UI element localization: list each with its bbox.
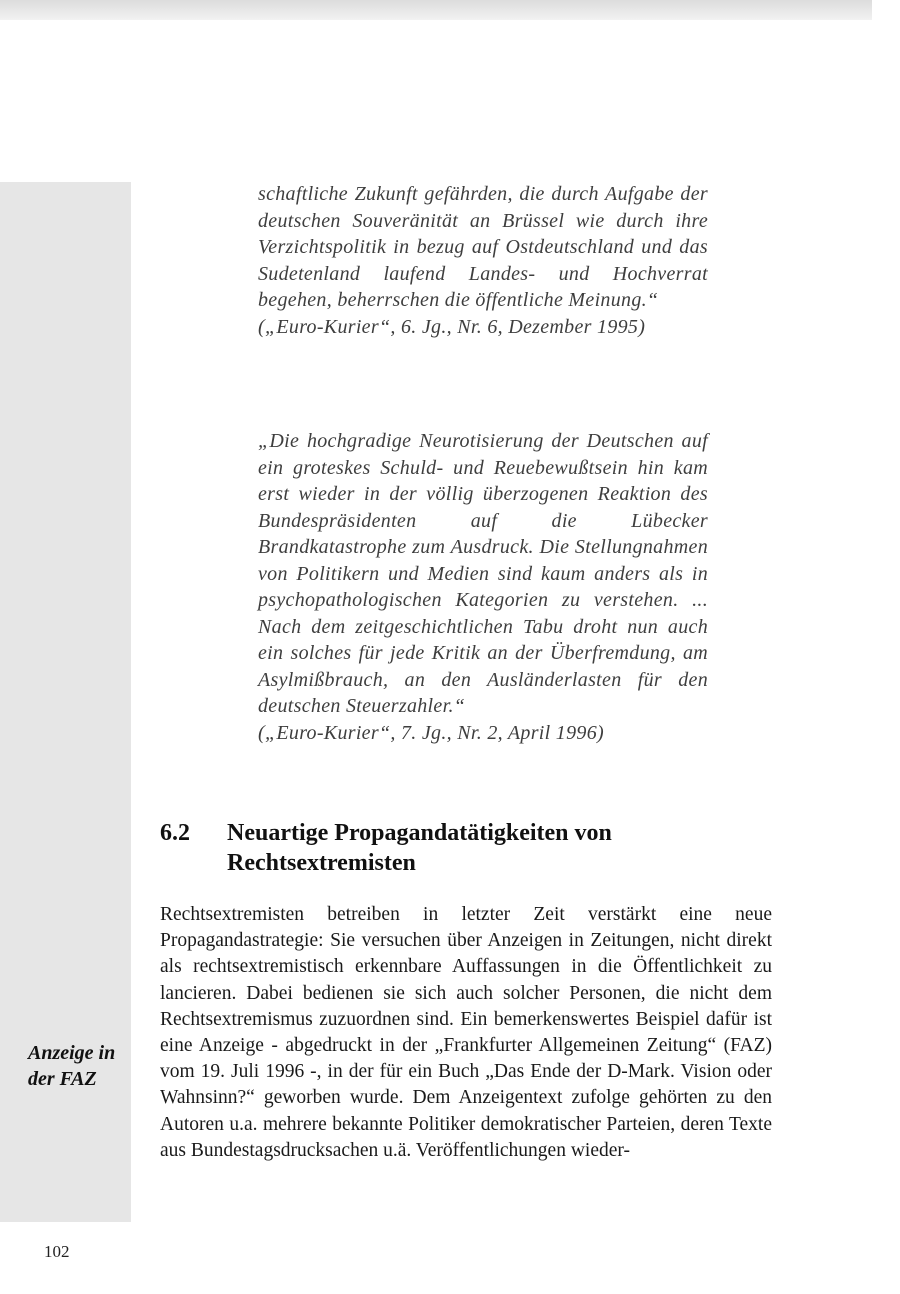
quote-text: schaftliche Zukunft gefährden, die durch Aufgabe der deutschen Souveränität an Brüssel wie durch ihre Verzichtspolitik in bezug auf Ostdeutschland und das Sudetenland laufend Landes- und Hochverrat begehen, beherrschen die öffentliche Meinung.“ bbox=[258, 183, 708, 311]
scan-top-edge bbox=[0, 0, 872, 20]
margin-note: Anzeige in der FAZ bbox=[28, 1042, 116, 1090]
page-number: 102 bbox=[44, 1242, 70, 1261]
section-number: 6.2 bbox=[160, 820, 190, 846]
body-paragraph: Rechtsextremisten betreiben in letzter Zeit verstärkt eine neue Propagandastrategie: Sie versuchen über Anzeigen in Zeitungen, nicht direkt als rechtsextremistisch erkennbare Auffassungen in die Öffentlichkeit zu lancieren. Dabei bedienen sie sich auch solcher Personen, die nicht dem Rechtsextremismus zuzuordnen sind. Ein bemerkenswertes Beispiel dafür ist eine Anzeige - abgedruckt in der „Frankfurter Allgemeinen Zeitung“ (FAZ) vom 19. Juli 1996 -, in der für ein Buch „Das Ende der D-Mark. Vision oder Wahnsinn?“ geworben wurde. Dem Anzeigentext zufolge gehörten zu den Autoren u.a. mehrere bekannte Politiker demokratischer Parteien, deren Texte aus Bundestagsdrucksachen u.ä. Veröffentlichungen wieder- bbox=[160, 904, 772, 1161]
quote-block-2 bbox=[258, 428, 708, 746]
quote-source: („Euro-Kurier“, 6. Jg., Nr. 6, Dezember 1995) bbox=[258, 315, 646, 338]
quote-block-1 bbox=[258, 181, 708, 340]
section-heading bbox=[160, 818, 770, 878]
quote-text: „Die hochgradige Neurotisierung der Deutschen auf ein groteskes Schuld- und Reuebewußtsein hin kam erst wieder in der völlig überzogenen Reaktion des Bundespräsidenten auf die Lübecker Brandkatastrophe zum Ausdruck. Die Stellungnahmen von Politikern und Medien sind kaum anders als in psychopathologischen Kategorien zu verstehen. ... Nach dem zeitgeschichtlichen Tabu droht nun auch ein solches für jede Kritik an der Überfremdung, am Asylmißbrauch, an den Ausländerlasten für den deutschen Steuerzahler.“ bbox=[258, 430, 708, 717]
section-title: Neuartige Propagandatätigkeiten von Rechtsextremisten bbox=[227, 820, 612, 876]
quote-source: („Euro-Kurier“, 7. Jg., Nr. 2, April 1996) bbox=[258, 721, 604, 744]
